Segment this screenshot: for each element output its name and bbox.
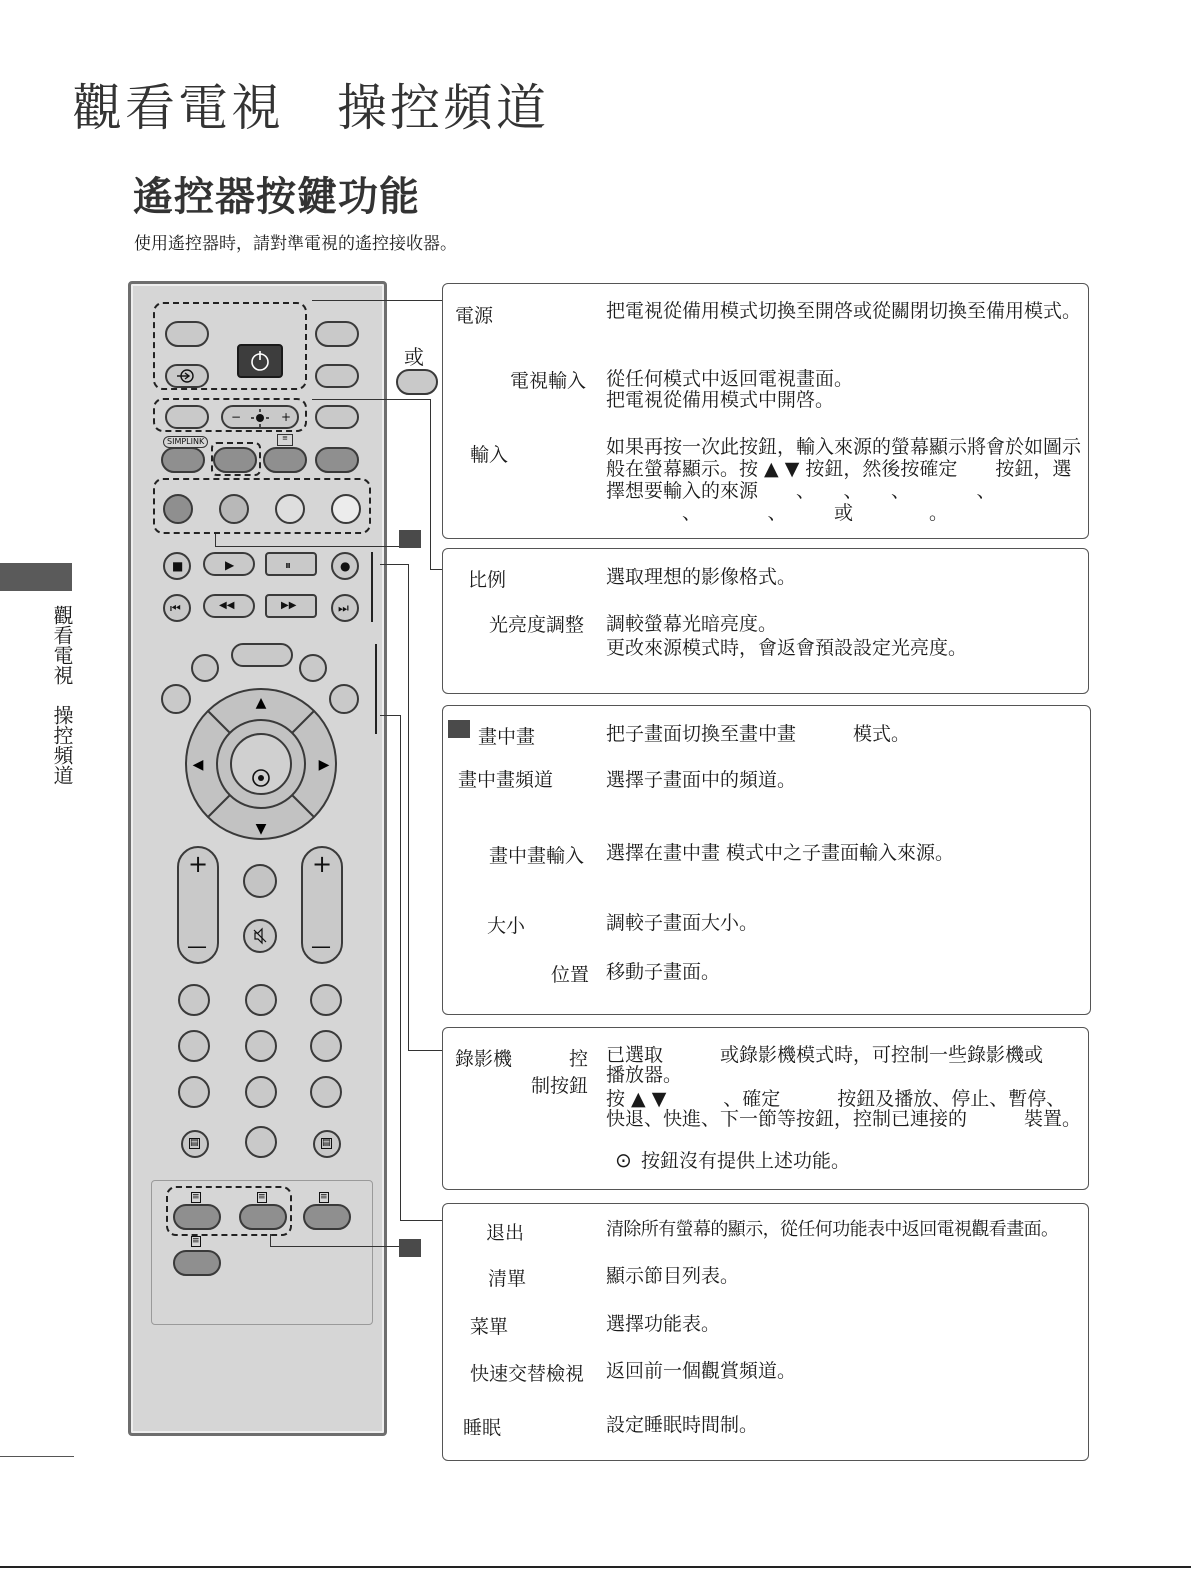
rewind-button[interactable] xyxy=(203,594,255,618)
desc-pip-channel: 選擇子畫面中的頻道。 xyxy=(606,769,797,791)
term-brightness: 光亮度調整 xyxy=(489,614,585,636)
connector-line xyxy=(430,399,431,569)
av-mode-button[interactable] xyxy=(165,405,209,429)
term-pip: 畫中畫 xyxy=(478,726,536,748)
number-button[interactable] xyxy=(245,984,277,1016)
next-button[interactable] xyxy=(331,594,359,622)
pip-size-button[interactable] xyxy=(331,494,361,524)
info-box-pip xyxy=(442,705,1091,1015)
connector-line xyxy=(408,1050,442,1051)
number-button[interactable] xyxy=(178,1030,210,1062)
text-button[interactable] xyxy=(263,447,307,473)
desc-q-view: 返回前一個觀賞頻道。 xyxy=(606,1360,797,1382)
menu-button[interactable] xyxy=(191,654,219,682)
play-icon: ▶ xyxy=(225,558,235,572)
stop-icon: ■ xyxy=(172,559,184,573)
volume-plus-icon: + xyxy=(188,850,209,878)
pip-input-button[interactable] xyxy=(275,494,305,524)
rewind-icon: ◀◀ xyxy=(219,600,235,611)
text-time-icon: ≡ xyxy=(192,1236,200,1246)
pip-channel-button[interactable] xyxy=(219,494,249,524)
simplink-button[interactable] xyxy=(161,447,205,473)
desc-pip-input: 選擇在畫中畫 模式中之子畫面輸入來源。 xyxy=(606,842,955,864)
forward-icon: ▶▶ xyxy=(281,600,297,611)
desc-tv-input: 從任何模式中返回電視畫面。 把電視從備用模式中開啓。 xyxy=(606,368,854,411)
term-ratio: 比例 xyxy=(468,569,507,591)
desc-brightness: 調較螢幕光暗亮度。 更改來源模式時，會返會預設設定光亮度。 xyxy=(606,613,968,659)
term-exit: 退出 xyxy=(486,1222,525,1244)
desc-menu: 選擇功能表。 xyxy=(606,1313,721,1335)
record-icon: ● xyxy=(340,559,351,573)
term-power: 電源 xyxy=(455,305,494,327)
footer-rule xyxy=(0,1566,1191,1568)
term-position: 位置 xyxy=(551,964,590,986)
text-cancel-icon: ≡ xyxy=(258,1192,266,1202)
sound-mode-button[interactable] xyxy=(313,1130,341,1158)
mute-icon xyxy=(245,921,275,951)
text-reveal-icon: ≡ xyxy=(192,1192,200,1202)
connector-line xyxy=(400,1220,442,1221)
next-icon: ⏭ xyxy=(338,601,349,615)
simplink-label: SIMPLINK xyxy=(163,436,208,448)
connector-line xyxy=(380,715,400,716)
pause-icon: ⏸ xyxy=(285,558,292,572)
mute-button[interactable] xyxy=(243,919,277,953)
record-button[interactable] xyxy=(331,552,359,580)
nav-bracket xyxy=(375,644,377,734)
ratio-button-top[interactable] xyxy=(315,321,359,347)
fav-button[interactable] xyxy=(243,864,277,898)
up-arrow-icon: ▲ xyxy=(255,695,267,711)
power-icon xyxy=(239,346,281,376)
volume-rocker[interactable] xyxy=(177,846,219,964)
pip-button[interactable] xyxy=(163,494,193,524)
q-menu-button[interactable] xyxy=(315,405,359,429)
number-button[interactable] xyxy=(178,984,210,1016)
section-title: 遙控器按鍵功能 xyxy=(133,174,420,220)
term-pip-input: 畫中畫輸入 xyxy=(489,845,585,867)
brightness-plus-label: + xyxy=(281,410,292,424)
marker-square xyxy=(399,530,421,548)
side-chapter-label: 觀看電視 操控頻道 xyxy=(50,605,74,785)
brightness-button[interactable] xyxy=(221,405,299,429)
term-vcr-line2: 制按鈕 xyxy=(531,1075,589,1097)
dpad[interactable] xyxy=(181,684,341,844)
hold-button[interactable] xyxy=(315,447,359,473)
volume-minus-icon: — xyxy=(187,934,207,958)
number-button[interactable] xyxy=(310,1030,342,1062)
ab-button[interactable] xyxy=(213,447,257,473)
connector-line xyxy=(430,569,442,570)
desc-sleep: 設定睡眠時間制。 xyxy=(606,1414,759,1436)
desc-pip: 把子畫面切換至畫中畫 模式。 xyxy=(606,723,911,745)
desc-position: 移動子畫面。 xyxy=(606,961,721,983)
forward-button[interactable] xyxy=(265,594,317,618)
info-box-power xyxy=(442,283,1089,539)
term-q-view: 快速交替檢視 xyxy=(470,1363,585,1385)
desc-vcr-2: 按 ▲ ▼ 、確定 按鈕及播放、停止、暫停、快退、快進、下一節等按鈕，控制已連接的 裝置。 xyxy=(606,1088,1082,1130)
stop-button[interactable] xyxy=(163,552,191,580)
channel-rocker[interactable] xyxy=(301,846,343,964)
vcr-bracket xyxy=(371,552,373,622)
play-button[interactable] xyxy=(203,552,255,576)
remote-control xyxy=(128,281,387,1436)
or-label: 或 xyxy=(404,345,424,369)
desc-exit: 清除所有螢幕的顯示，從任何功能表中返回電視觀看畫面。 xyxy=(606,1219,1059,1240)
connector-line xyxy=(270,1234,271,1246)
term-vcr-line1: 錄影機 控 xyxy=(455,1048,589,1070)
reveal-button[interactable] xyxy=(173,1204,221,1230)
connector-line xyxy=(312,300,442,301)
desc-list: 顯示節目列表。 xyxy=(606,1265,740,1287)
number-button[interactable] xyxy=(310,984,342,1016)
input-icon xyxy=(167,366,207,386)
right-arrow-icon: ▶ xyxy=(318,757,330,773)
marker-square xyxy=(448,720,470,738)
left-arrow-icon: ◀ xyxy=(192,757,204,773)
desc-input: 如果再按一次此按鈕，輸入來源的螢幕顯示將會於如圖示般在螢幕顯示。按 ▲ ▼ 按鈕，然後按確定 按鈕，選擇想要輸入的來源 、 、 、 、 、 、 或 。 xyxy=(606,436,1082,524)
desc-size: 調較子畫面大小。 xyxy=(606,912,759,934)
connector-line xyxy=(312,399,430,400)
term-tv-input: 電視輸入 xyxy=(510,370,587,392)
power-button[interactable] xyxy=(237,344,283,378)
side-divider xyxy=(0,1456,74,1457)
desc-power: 把電視從備用模式切換至開啓或從關閉切換至備用模式。 xyxy=(606,300,1082,322)
info-box-menu xyxy=(442,1203,1089,1461)
intro-text: 使用遙控器時，請對準電視的遙控接收器。 xyxy=(134,234,457,254)
connector-line xyxy=(270,1246,399,1247)
time-button[interactable] xyxy=(173,1250,221,1276)
prev-button[interactable] xyxy=(163,594,191,622)
term-menu: 菜單 xyxy=(470,1316,509,1338)
connector-line xyxy=(215,534,216,546)
desc-vcr-3: 按鈕沒有提供上述功能。 xyxy=(641,1150,851,1172)
term-size: 大小 xyxy=(487,915,526,937)
brightness-icon xyxy=(250,408,270,428)
page-title: 觀看電視 操控頻道 xyxy=(72,79,549,137)
term-sleep: 睡眠 xyxy=(463,1417,502,1439)
ratio-button[interactable] xyxy=(315,364,359,388)
ok-icon: ⊙ xyxy=(615,1148,632,1172)
number-button[interactable] xyxy=(245,1030,277,1062)
prev-icon: ⏮ xyxy=(170,601,181,615)
channel-minus-icon: — xyxy=(311,934,331,958)
desc-vcr-1: 已選取 或錄影機模式時，可控制一些錄影機或 播放器。 xyxy=(606,1044,1082,1086)
brightness-minus-label: − xyxy=(231,410,242,424)
number-button[interactable] xyxy=(310,1076,342,1108)
zero-button[interactable] xyxy=(245,1126,277,1158)
sound-icon: ▤ xyxy=(322,1138,331,1148)
input-button[interactable] xyxy=(165,364,209,388)
connector-line xyxy=(408,564,409,1050)
index-button[interactable] xyxy=(303,1204,351,1230)
tv-button[interactable] xyxy=(165,321,209,347)
connector-line xyxy=(380,564,408,565)
q-view-button[interactable] xyxy=(299,654,327,682)
connector-line xyxy=(215,546,399,547)
picture-mode-button[interactable] xyxy=(181,1130,209,1158)
text-icon: ≡ xyxy=(277,434,293,446)
tv-alt-button[interactable] xyxy=(396,369,438,395)
pause-button[interactable] xyxy=(265,552,317,576)
down-arrow-icon: ▼ xyxy=(255,821,267,837)
list-button[interactable] xyxy=(231,643,293,667)
marker-square xyxy=(399,1239,421,1257)
term-input: 輸入 xyxy=(470,444,509,466)
desc-ratio: 選取理想的影像格式。 xyxy=(606,566,797,588)
connector-line xyxy=(400,715,401,1220)
text-index-icon: ≡ xyxy=(320,1192,328,1202)
number-button[interactable] xyxy=(245,1076,277,1108)
info-box-ratio xyxy=(442,548,1089,694)
cancel-button[interactable] xyxy=(239,1204,287,1230)
picture-icon: ▤ xyxy=(190,1138,199,1148)
channel-plus-icon: + xyxy=(312,850,333,878)
term-pip-channel: 畫中畫頻道 xyxy=(458,769,554,791)
number-button[interactable] xyxy=(178,1076,210,1108)
term-list: 清單 xyxy=(488,1268,527,1290)
info-box-vcr xyxy=(442,1027,1089,1190)
side-tab-marker xyxy=(0,563,72,591)
